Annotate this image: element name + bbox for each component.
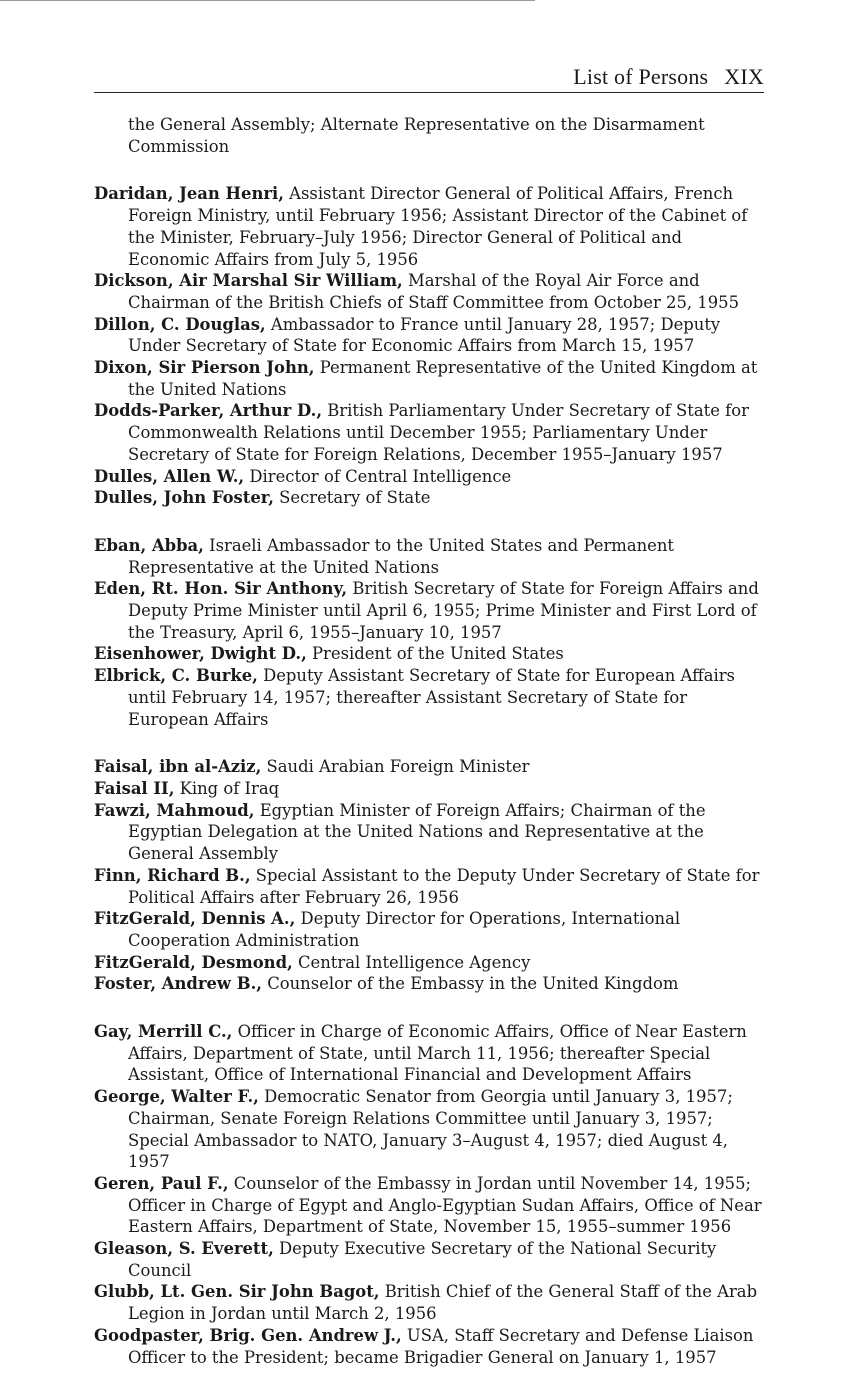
- person-name: Fawzi, Mahmoud,: [94, 800, 255, 820]
- person-description: Special Assistant to the Deputy Under Secretary of State for Political Affairs after February 26, 1956: [128, 865, 760, 907]
- person-name: George, Walter F.,: [94, 1087, 259, 1107]
- section-gap: [94, 995, 766, 1021]
- person-name: Dulles, Allen W.,: [94, 466, 245, 486]
- person-name: Dickson, Air Marshal Sir William,: [94, 271, 403, 291]
- person-description: Deputy Director for Operations, International Cooperation Administration: [128, 909, 681, 950]
- person-entry: [94, 1281, 766, 1324]
- person-entry: [94, 643, 766, 665]
- running-header-title: List of Persons: [573, 64, 709, 89]
- person-description: Israeli Ambassador to the United States and Permanent Representative at the United Nations: [128, 535, 675, 577]
- entry-groups: [94, 157, 766, 1368]
- person-description: USA, Staff Secretary and Defense Liaison Officer to the President; became Brigadier General on January 1, 1957: [128, 1325, 754, 1367]
- person-description: Assistant Director General of Political Affairs, French Foreign Ministry, until February 1956; Assistant Director of the Cabinet of the Minister, February–July 1956; Director General of Political and Economic Affairs from July 5, 1956: [128, 184, 748, 269]
- person-entry: [94, 800, 766, 865]
- person-name: Dillon, C. Douglas,: [94, 314, 266, 334]
- person-description: Marshal of the Royal Air Force and Chairman of the British Chiefs of Staff Committee from October 25, 1955: [128, 271, 740, 312]
- person-name: Dulles, John Foster,: [94, 488, 274, 508]
- person-description: Deputy Executive Secretary of the National Security Council: [128, 1239, 717, 1280]
- person-entry: [94, 973, 766, 995]
- person-entry: [94, 1021, 766, 1086]
- person-description: Director of Central Intelligence: [249, 466, 512, 486]
- section-gap: [94, 730, 766, 756]
- person-entry: [94, 908, 766, 951]
- continuation-text: the General Assembly; Alternate Representative on the Disarmament Commission: [128, 115, 705, 156]
- person-entry: [94, 665, 766, 730]
- person-entry: [94, 314, 766, 357]
- person-description: British Chief of the General Staff of the Arab Legion in Jordan until March 2, 1956: [128, 1282, 758, 1324]
- person-description: Saudi Arabian Foreign Minister: [266, 757, 530, 777]
- person-description: Officer in Charge of Economic Affairs, Office of Near Eastern Affairs, Department of State, until March 11, 1956; thereafter Special Assistant, Office of International Financial and Development Affairs: [128, 1022, 747, 1085]
- person-description: President of the United States: [312, 644, 564, 664]
- person-entry: [94, 578, 766, 643]
- person-name: Gleason, S. Everett,: [94, 1239, 274, 1259]
- person-description: Secretary of State: [279, 488, 431, 508]
- person-name: FitzGerald, Dennis A.,: [94, 909, 296, 929]
- top-edge-rule: [0, 0, 535, 1]
- letter-group: [94, 535, 766, 730]
- person-entry: [94, 778, 766, 800]
- person-description: Counselor of the Embassy in the United Kingdom: [267, 974, 679, 994]
- running-header: [94, 64, 764, 93]
- section-gap: [94, 509, 766, 535]
- page-number: XIX: [724, 64, 764, 89]
- person-description: British Secretary of State for Foreign Affairs and Deputy Prime Minister until April 6, 1955; Prime Minister and First Lord of the Treasury, April 6, 1955–January 10, 1957: [128, 579, 759, 642]
- person-description: Central Intelligence Agency: [297, 952, 531, 972]
- person-name: Daridan, Jean Henri,: [94, 184, 284, 204]
- list-of-persons-body: [94, 114, 766, 1368]
- person-description: Egyptian Minister of Foreign Affairs; Chairman of the Egyptian Delegation at the United Nations and Representative at the General Assembly: [128, 800, 706, 864]
- person-name: Gay, Merrill C.,: [94, 1022, 233, 1042]
- person-entry: [94, 865, 766, 908]
- letter-group: [94, 1021, 766, 1368]
- person-entry: [94, 1173, 766, 1238]
- person-description: King of Iraq: [179, 778, 280, 798]
- person-entry: [94, 270, 766, 313]
- person-name: FitzGerald, Desmond,: [94, 952, 293, 972]
- person-name: Faisal II,: [94, 778, 175, 798]
- person-description: Permanent Representative of the United Kingdom at the United Nations: [128, 358, 758, 399]
- person-name: Finn, Richard B.,: [94, 865, 251, 885]
- person-description: British Parliamentary Under Secretary of State for Commonwealth Relations until December 1955; Parliamentary Under Secretary of State for Foreign Relations, December 1955–January 1957: [128, 401, 749, 464]
- person-description: Counselor of the Embassy in Jordan until November 14, 1955; Officer in Charge of Egypt and Anglo-Egyptian Sudan Affairs, Office of Near Eastern Affairs, Department of State, November 15, 1955–summer 1956: [128, 1173, 762, 1237]
- person-name: Eden, Rt. Hon. Sir Anthony,: [94, 579, 348, 599]
- person-description: Democratic Senator from Georgia until January 3, 1957; Chairman, Senate Foreign Relations Committee until January 3, 1957; Special Ambassador to NATO, January 3–August 4, 1957; died August 4, 1957: [128, 1087, 733, 1172]
- person-entry: [94, 183, 766, 270]
- person-entry: [94, 1238, 766, 1281]
- person-description: Deputy Assistant Secretary of State for European Affairs until February 14, 1957; thereafter Assistant Secretary of State for European Affairs: [128, 666, 735, 729]
- person-entry: [94, 1325, 766, 1368]
- person-description: Ambassador to France until January 28, 1957; Deputy Under Secretary of State for Economic Affairs from March 15, 1957: [128, 314, 721, 356]
- person-name: Faisal, ibn al-Aziz,: [94, 757, 262, 777]
- person-entry: [94, 952, 766, 974]
- person-name: Dixon, Sir Pierson John,: [94, 358, 315, 378]
- person-name: Dodds-Parker, Arthur D.,: [94, 401, 323, 421]
- person-name: Eban, Abba,: [94, 535, 204, 555]
- person-entry: [94, 1086, 766, 1173]
- person-name: Glubb, Lt. Gen. Sir John Bagot,: [94, 1282, 380, 1302]
- person-entry: [94, 756, 766, 778]
- person-entry: [94, 466, 766, 488]
- person-name: Eisenhower, Dwight D.,: [94, 644, 307, 664]
- person-name: Elbrick, C. Burke,: [94, 666, 258, 686]
- person-entry: [94, 535, 766, 578]
- letter-group: [94, 183, 766, 509]
- section-gap: [94, 157, 766, 183]
- person-name: Foster, Andrew B.,: [94, 974, 262, 994]
- person-entry: [94, 357, 766, 400]
- person-name: Geren, Paul F.,: [94, 1173, 229, 1193]
- person-entry: [94, 487, 766, 509]
- person-entry: [94, 400, 766, 465]
- letter-group: [94, 756, 766, 995]
- person-name: Goodpaster, Brig. Gen. Andrew J.,: [94, 1325, 402, 1345]
